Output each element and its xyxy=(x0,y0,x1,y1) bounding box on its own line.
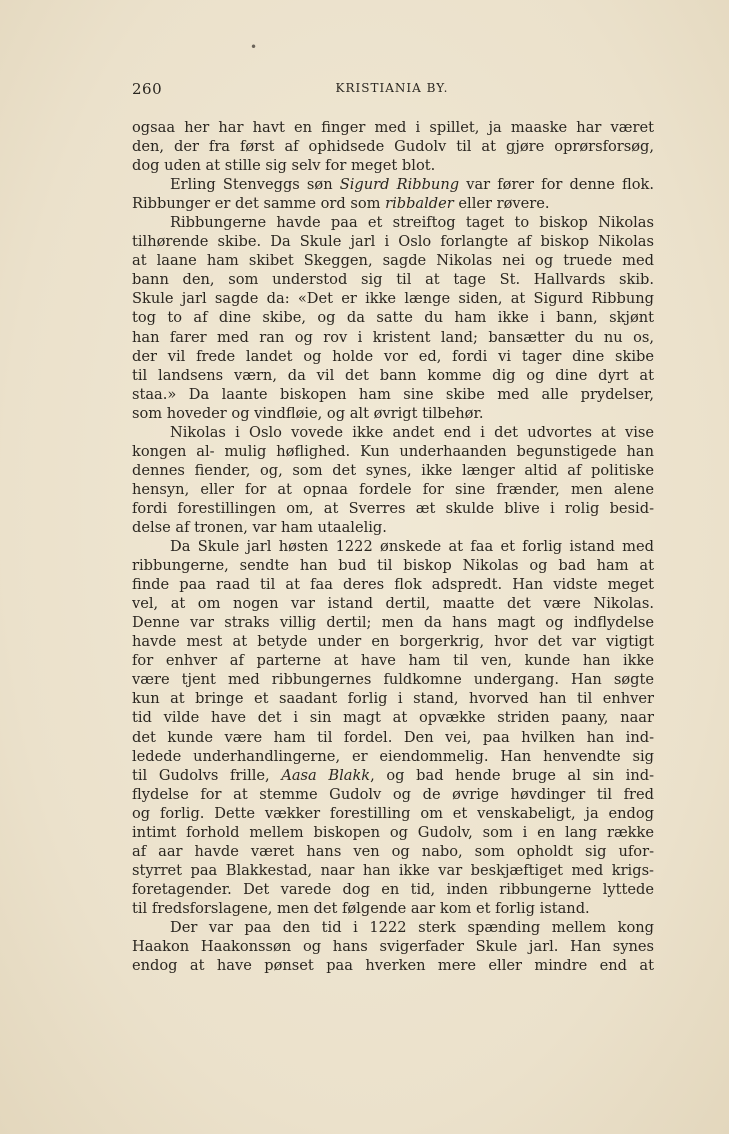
text-line: Skule jarl sagde da: «Det er ikke længe siden, at Sigurd Ribbung xyxy=(132,290,654,308)
text-line: tilhørende skibe. Da Skule jarl i Oslo forlangte af biskop Nikolas xyxy=(132,233,654,251)
text-line: der vil frede landet og holde vor ed, fordi vi tager dine skibe xyxy=(132,347,654,365)
text-line: Der var paa den tid i 1222 sterk spænding mellem kong xyxy=(170,918,654,936)
text-line: tid vilde have det i sin magt at opvække striden paany, naar xyxy=(132,709,654,727)
text-line: være tjent med ribbungernes fuldkomne undergang. Han søgte xyxy=(132,671,654,689)
text-line: Nikolas i Oslo vovede ikke andet end i det udvortes at vise xyxy=(170,423,654,441)
text-line: til fredsforslagene, men det følgende aar kom et forlig istand. xyxy=(132,899,590,917)
text-line: at laane ham skibet Skeggen, sagde Nikolas nei og truede med xyxy=(132,252,654,270)
text-line: han farer med ran og rov i kristent land; bansætter du nu os, xyxy=(132,328,654,346)
text-line: staa.» Da laante biskopen ham sine skibe med alle prydelser, xyxy=(132,385,654,403)
italic-term: Sigurd Ribbung xyxy=(339,176,460,194)
text-line: for enhver af parterne at have ham til ven, kunde han ikke xyxy=(132,652,654,670)
text-line: kongen al- mulig høflighed. Kun underhaanden begunstigede han xyxy=(132,442,654,460)
text-line: som hoveder og vindfløie, og alt øvrigt tilbehør. xyxy=(132,404,484,422)
text-line: flydelse for at stemme Gudolv og de øvrige høvdinger til fred xyxy=(132,785,654,803)
text-line: dog uden at stille sig selv for meget blot. xyxy=(132,157,436,175)
text-line: dennes fiender, og, som det synes, ikke længer altid af politiske xyxy=(132,461,654,479)
text-line: kun at bringe et saadant forlig i stand, hvorved han til enhver xyxy=(132,690,654,708)
text-line: havde mest at betyde under en borgerkrig, hvor det var vigtigt xyxy=(132,633,654,651)
text-line: den, der fra først af ophidsede Gudolv til at gjøre oprørsforsøg, xyxy=(132,138,654,156)
text-line: ribbungerne, sendte han bud til biskop Nikolas og bad ham at xyxy=(132,557,654,575)
page-header xyxy=(132,80,652,102)
text-line: og forlig. Dette vækker forestilling om et venskabeligt, ja endog xyxy=(132,804,654,822)
text-line: af aar havde været hans ven og nabo, som opholdt sig ufor- xyxy=(132,842,654,860)
text-line: endog at have pønset paa hverken mere eller mindre end at xyxy=(132,957,654,975)
text-line: Denne var straks villig dertil; men da hans magt og indflydelse xyxy=(132,614,654,632)
text-line: delse af tronen, var ham utaalelig. xyxy=(132,518,387,536)
text-line: tog to af dine skibe, og da satte du ham ikke i bann, skjønt xyxy=(132,309,654,327)
text-line: Erling Stenveggs søn Sigurd Ribbung var fører for denne flok. xyxy=(170,176,654,194)
text-line: vel, at om nogen var istand dertil, maatte det være Nikolas. xyxy=(132,595,654,613)
text-line: hensyn, eller for at opnaa fordele for sine frænder, men alene xyxy=(132,480,654,498)
text-line: til Gudolvs frille, Aasa Blakk, og bad hende bruge al sin ind- xyxy=(132,766,654,784)
text-line: Ribbungerne havde paa et streiftog taget to biskop Nikolas xyxy=(170,214,654,232)
running-head: KRISTIANIA BY. xyxy=(335,81,449,95)
text-line: til landsens værn, da vil det bann komme dig og dine dyrt at xyxy=(132,366,654,384)
text-line: ogsaa her har havt en finger med i spillet, ja maaske har været xyxy=(132,119,654,136)
page-number: 260 xyxy=(132,80,163,98)
text-line: bann den, som understod sig til at tage St. Hallvards skib. xyxy=(132,271,654,289)
text-line: ledede underhandlingerne, er eiendommelig. Han henvendte sig xyxy=(132,747,654,765)
text-line: foretagender. Det varede dog en tid, inden ribbungerne lyttede xyxy=(132,880,654,898)
italic-term: ribbalder xyxy=(385,195,454,213)
ink-speck: • xyxy=(250,40,258,54)
body-text xyxy=(132,118,654,975)
text-line: Haakon Haakonssøn og hans svigerfader Skule jarl. Han synes xyxy=(132,938,654,956)
text-line: Da Skule jarl høsten 1222 ønskede at faa et forlig istand med xyxy=(170,538,654,556)
text-line: det kunde være ham til fordel. Den vei, paa hvilken han ind- xyxy=(132,728,654,746)
text-line: Ribbunger er det samme ord som ribbalder eller røvere. xyxy=(132,195,550,213)
text-line: fordi forestillingen om, at Sverres æt skulde blive i rolig besid- xyxy=(132,499,654,517)
text-line: styrret paa Blakkestad, naar han ikke var beskjæftiget med krigs- xyxy=(132,861,654,879)
italic-term: Aasa Blakk xyxy=(281,766,371,784)
text-line: finde paa raad til at faa deres flok adspredt. Han vidste meget xyxy=(132,576,654,594)
text-line: intimt forhold mellem biskopen og Gudolv, som i en lang række xyxy=(132,823,654,841)
